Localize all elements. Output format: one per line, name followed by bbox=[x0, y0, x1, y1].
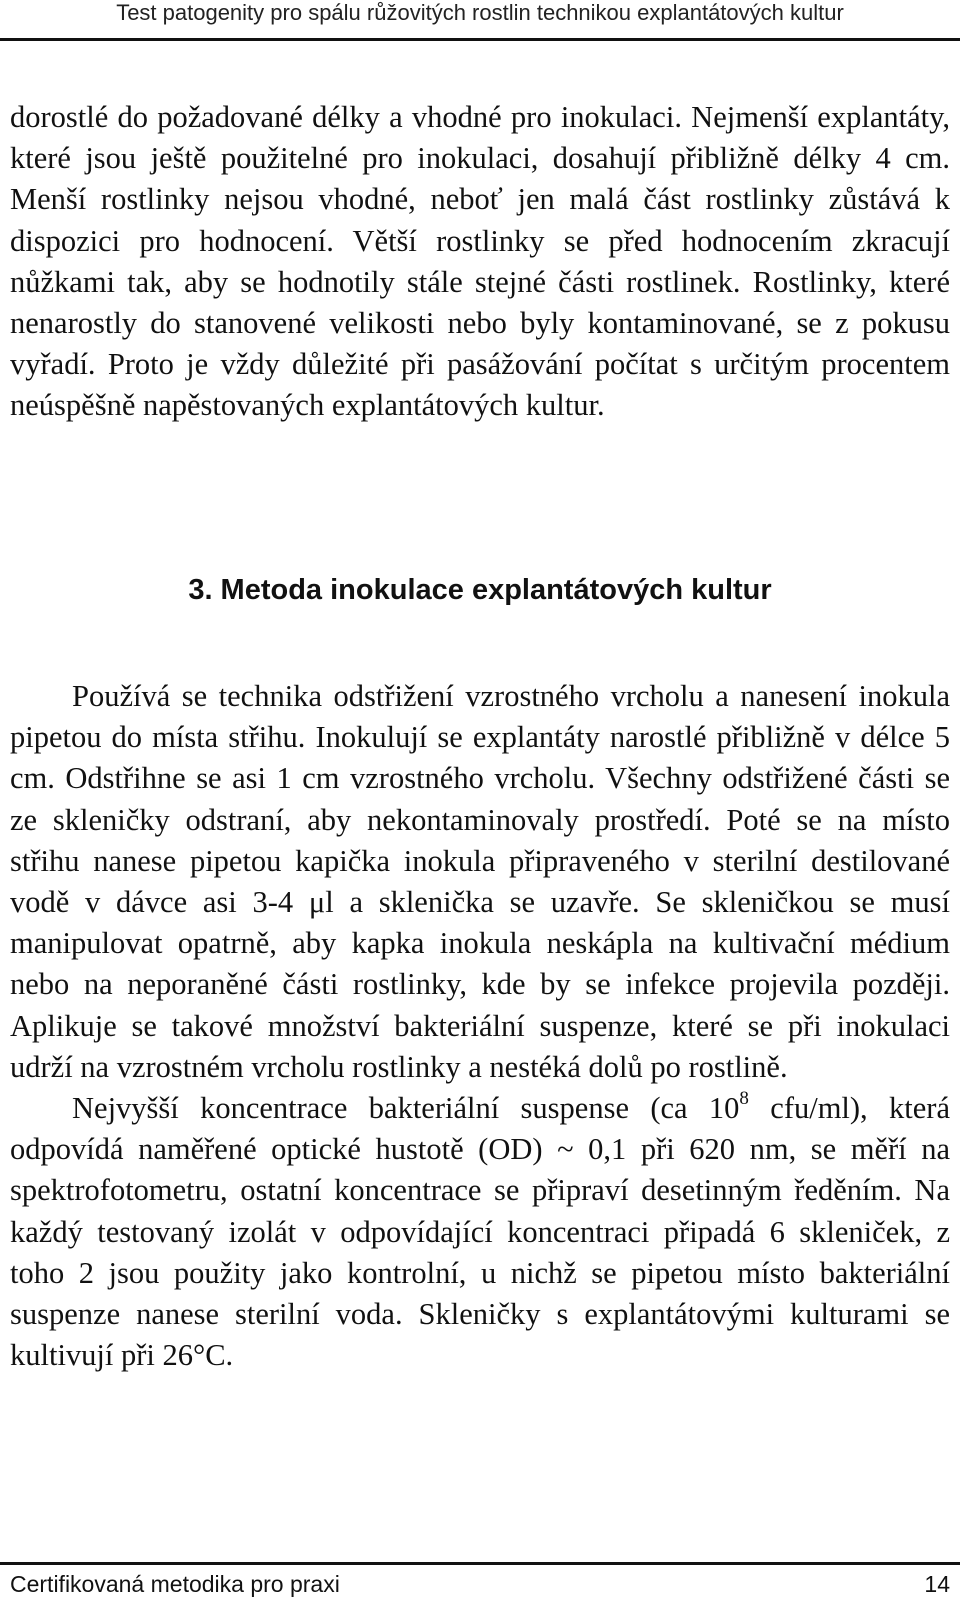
paragraph-method: Používá se technika odstřižení vzrostného vrcholu a nanesení inokula pipetou do místa střihu. Inokulují se explantáty narostlé přibližně v délce 5 cm. Odstřihne se asi 1 cm vzrostného vrcholu. Všechny odstřižené části se ze skleničky odstraní, aby nekontaminovaly prostředí. Poté se na místo střihu nanese pipetou kapička inokula připraveného v sterilní destilované vodě v dávce asi 3-4 μl a sklenička se uzavře. Se skleničkou se musí manipulovat opatrně, aby kapka inokula neskápla na kultivační médium nebo na neporaněné části rostlinky, kde by se infekce projevila později. Aplikuje se takové množství bakteriální suspenze, které se při inokulaci udrží na vzrostném vrcholu rostlinky a nestéká dolů po rostlině. bbox=[10, 679, 950, 1084]
body-text-method bbox=[10, 676, 950, 1376]
paragraph-concentration bbox=[10, 1088, 950, 1376]
paragraph-continued: dorostlé do požadované délky a vhodné pro inokulaci. Nejmenší explantáty, které jsou ještě použitelné pro inokulaci, dosahují přibližně délky 4 cm. Menší rostlinky nejsou vhodné, neboť jen malá část rostlinky zůstává k dispozici pro hodnocení. Větší rostlinky se před hodnocením zkracují nůžkami tak, aby se hodnotily stále stejné části rostlinek. Rostlinky, které nenarostly do stanovené velikosti nebo byly kontaminované, se z pokusu vyřadí. Proto je vždy důležité při pasážování počítat s určitým procentem neúspěšně napěstovaných explantátových kultur. bbox=[10, 100, 950, 423]
body-text-top bbox=[10, 97, 950, 427]
section-heading: 3. Metoda inokulace explantátových kultur bbox=[188, 574, 772, 606]
footer-label: Certifikovaná metodika pro praxi bbox=[10, 1571, 340, 1597]
concentration-text-start: Nejvyšší koncentrace bakteriální suspense (ca 10 bbox=[72, 1091, 740, 1126]
running-header: Test patogenity pro spálu růžovitých rostlin technikou explantátových kultur bbox=[116, 0, 844, 25]
page-number: 14 bbox=[924, 1571, 950, 1597]
concentration-exponent: 8 bbox=[739, 1088, 749, 1110]
header-divider bbox=[0, 38, 960, 41]
concentration-text-end: cfu/ml), která odpovídá naměřené optické hustotě (OD) ~ 0,1 při 620 nm, se měří na spektrofotometru, ostatní koncentrace se připraví desetinným ředěním. Na každý testovaný izolát v odpovídající koncentraci připadá 6 skleniček, z toho 2 jsou použity jako kontrolní, u nichž se pipetou místo bakteriální suspenze nanese sterilní voda. Skleničky s explantátovými kulturami se kultivují při 26°C. bbox=[10, 1091, 950, 1373]
footer-divider bbox=[0, 1562, 960, 1565]
